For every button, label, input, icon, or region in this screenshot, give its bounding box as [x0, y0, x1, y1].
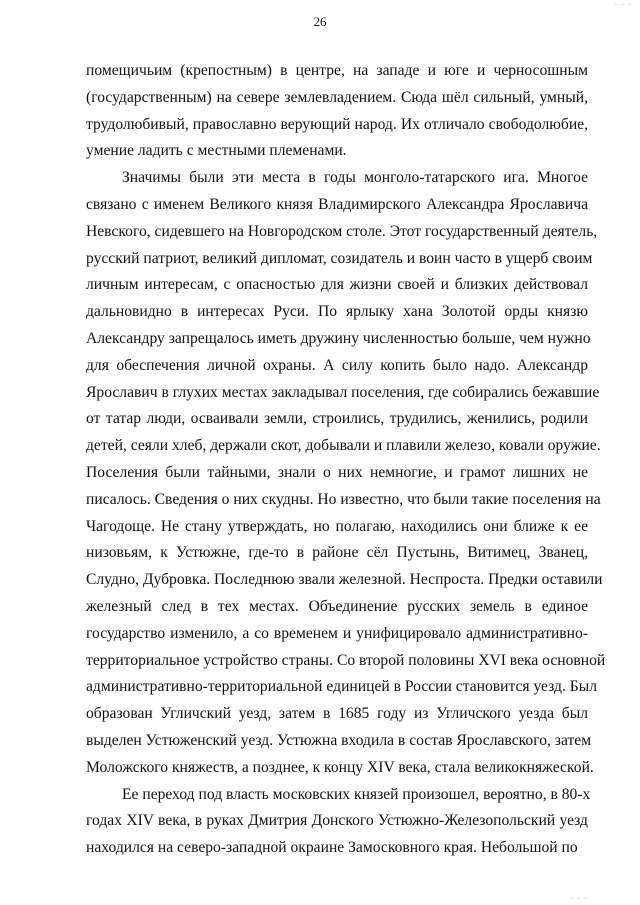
- page-number: 26: [313, 14, 327, 29]
- text-line: детей, сеяли хлеб, держали скот, добывали и плавили железо, ковали оружие.: [86, 437, 601, 455]
- text-line: Слудно, Дубровка. Последнюю звали железной. Неспроста. Предки оставили: [86, 571, 603, 589]
- text-line: Значимы были эти места в годы монголо-татарского ига. Многое: [122, 169, 588, 187]
- text-line: писалось. Сведения о них скудны. Но известно, что были такие поселения на: [86, 490, 601, 508]
- paragraph: [86, 165, 606, 781]
- text-line: (государственным) на севере землевладением. Сюда шёл сильный, умный,: [86, 88, 588, 106]
- text-line: низовьям, к Устюжне, где-то в районе сёл Пустынь, Витимец, Званец,: [86, 544, 588, 562]
- text-line: помещичьим (крепостным) в центре, на западе и юге и черносошным: [86, 62, 588, 79]
- body-text: [86, 58, 606, 862]
- text-line: находился на северо-западной окраине Замосковного края. Небольшой по: [86, 839, 578, 857]
- paragraph: [86, 782, 591, 862]
- text-line: административно-территориальной единицей в России становится уезд. Был: [86, 678, 597, 696]
- text-line: связано с именем Великого князя Владимирского Александра Ярославича: [86, 195, 588, 213]
- scan-mark-bottom: · · ·: [570, 894, 588, 903]
- text-line: русский патриот, великий дипломат, созидатель и воин часто в ущерб своим: [86, 249, 593, 267]
- paragraph: [86, 58, 588, 165]
- text-line: государство изменило, а со временем и унифицировало административно-: [86, 624, 588, 642]
- text-line: годах XIV века, в руках Дмитрия Донского Устюжно-Железопольский уезд: [86, 812, 588, 830]
- text-line: Невского, сидевшего на Новгородском столе. Этот государственный деятель,: [86, 222, 598, 240]
- text-line: Александру запрещалось иметь дружину численностью больше, чем нужно: [86, 329, 591, 347]
- text-line: выделен Устюженский уезд. Устюжна входила в состав Ярославского, затем: [86, 731, 592, 749]
- text-line: Моложского княжеств, а позднее, к концу XIV века, стала великокняжеской.: [86, 758, 594, 776]
- text-line: для обеспечения личной охраны. А силу копить было надо. Александр: [86, 356, 588, 374]
- text-line: Ярославич в глухих местах закладывал поселения, где собирались бежавшие: [86, 383, 600, 401]
- text-line: образован Угличский уезд, затем в 1685 году из Угличского уезда был: [86, 705, 588, 723]
- text-line: территориальное устройство страны. Со второй половины XVI века основной: [86, 651, 606, 669]
- text-line: трудолюбивый, православно верующий народ. Их отличало свободолюбие,: [86, 115, 588, 133]
- text-line: от татар люди, осваивали земли, строились, трудились, женились, родили: [86, 410, 588, 428]
- text-line: Чагодоще. Не стану утверждать, но полагаю, находились они ближе к ее: [86, 517, 588, 535]
- text-line: железный след в тех местах. Объединение русских земель в единое: [86, 597, 588, 615]
- text-line: дальновидно в интересах Руси. По ярлыку хана Золотой орды князю: [86, 303, 588, 321]
- text-line: личным интересам, с опасностью для жизни своей и близких действовал: [86, 276, 588, 294]
- text-line: Ее переход под власть московских князей произошел, вероятно, в 80-х: [122, 785, 591, 803]
- text-line: умение ладить с местными племенами.: [86, 142, 347, 160]
- text-line: Поселения были тайными, знали о них немногие, и грамот лишних не: [86, 463, 588, 481]
- scan-mark-top: · · ·: [614, 0, 632, 9]
